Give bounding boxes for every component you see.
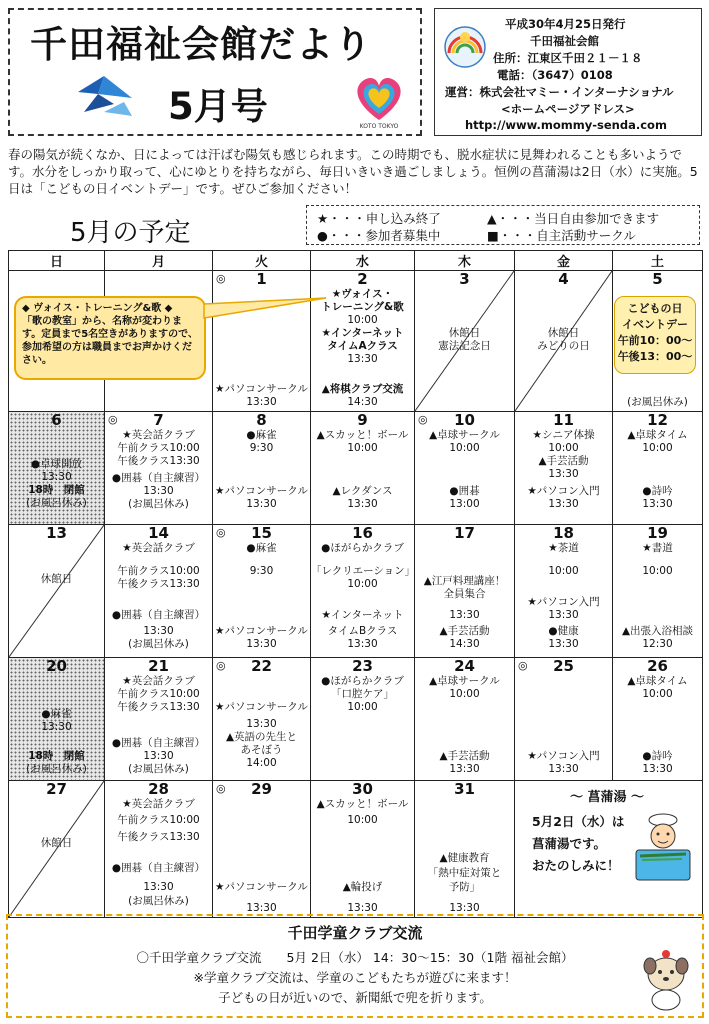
event-text: ★インターネット xyxy=(321,327,404,339)
calendar-day xyxy=(415,781,515,918)
event-text: ★パソコンサークル xyxy=(215,485,308,497)
event-text: 13:30 xyxy=(449,763,480,775)
event-text: ▲江戸料理講座！ xyxy=(423,575,506,587)
event-text: ★パソコン入門 xyxy=(527,596,600,608)
day-number: 16 xyxy=(352,524,373,542)
calendar-day xyxy=(9,658,105,781)
weekday-header: 水 xyxy=(311,251,415,271)
event-text: 10:00 xyxy=(548,442,579,454)
dog-mascot-icon xyxy=(638,946,694,1012)
event-text: ●ほがらかクラブ xyxy=(321,542,404,554)
flower-icon: ◎ xyxy=(418,413,428,426)
event-text: ▲卓球タイム xyxy=(627,429,688,441)
gakudo-club-box xyxy=(6,914,704,1018)
event-text: 13:30 xyxy=(347,353,378,365)
day-number: 20 xyxy=(46,657,67,675)
event-text: ▲将棋クラブ交流 xyxy=(321,383,404,395)
event-text: 午後クラス13:30 xyxy=(117,701,200,713)
calendar-day xyxy=(213,412,311,525)
weekday-header: 日 xyxy=(9,251,105,271)
event-text: ▲スカッと！ボール xyxy=(316,429,409,441)
event-text: ▲出張入浴相談 xyxy=(621,625,694,637)
event-text: みどりの日 xyxy=(537,340,590,352)
event-text: ▲スカッと！ボール xyxy=(316,798,409,810)
koto-heart-logo xyxy=(352,70,406,130)
gakudo-line-1: 〇千田学童クラブ交流 5月 2日（水） 14：30～15：30（1階 福祉会館） xyxy=(136,950,574,965)
event-text: 10:00 xyxy=(347,814,378,826)
day-number: 8 xyxy=(256,411,267,429)
day-number: 19 xyxy=(647,524,668,542)
weekday-header: 月 xyxy=(105,251,213,271)
event-text: 午後クラス13:30 xyxy=(117,578,200,590)
calendar-day xyxy=(105,525,213,658)
closed-day-slash xyxy=(9,525,104,657)
event-text: 13:30 xyxy=(41,471,72,483)
event-text: (お風呂休み) xyxy=(128,763,189,775)
calendar-day xyxy=(105,412,213,525)
event-text: 「熱中症対策と xyxy=(427,867,502,879)
event-text: 10:00 xyxy=(449,442,480,454)
event-text: (お風呂休み) xyxy=(627,396,688,408)
event-text: タイムBクラス xyxy=(327,625,398,637)
event-text: 13:30 xyxy=(548,763,579,775)
event-text: 18時 閉館 xyxy=(28,484,85,496)
event-text: ●ほがらかクラブ xyxy=(321,675,404,687)
event-text: ●卓球開放 xyxy=(30,458,83,470)
homepage-url[interactable]: http://www.mommy-senda.com xyxy=(465,118,667,132)
event-text: 14:00 xyxy=(246,757,277,769)
event-text: ★英会話クラブ xyxy=(122,798,195,810)
legend xyxy=(306,205,700,245)
event-text: 13:30 xyxy=(642,763,673,775)
day-number: 1 xyxy=(256,270,267,288)
event-text: ★パソコンサークル xyxy=(215,625,308,637)
day-number: 26 xyxy=(647,657,668,675)
event-text: トレーニング&歌 xyxy=(321,301,404,313)
homepage-label: <ホームページアドレス> xyxy=(501,102,635,116)
event-text: ●麻雀 xyxy=(41,708,72,720)
calendar-day xyxy=(311,271,415,412)
event-text: ▲レクダンス xyxy=(332,485,393,497)
event-text: ▲手芸活動 xyxy=(439,750,490,762)
event-text: (お風呂休み) xyxy=(26,763,87,775)
weekday-header: 土 xyxy=(613,251,703,271)
calendar-day xyxy=(311,658,415,781)
schedule-title: 5月の予定 xyxy=(70,218,191,248)
calendar-day xyxy=(613,658,703,781)
event-text: ★英会話クラブ xyxy=(122,542,195,554)
event-text: 13:30 xyxy=(246,498,277,510)
day-number: 9 xyxy=(357,411,368,429)
event-text: 13:30 xyxy=(143,485,174,497)
event-text: 休館日 xyxy=(547,327,580,339)
day-number: 11 xyxy=(553,411,574,429)
event-text: 10:00 xyxy=(347,314,378,326)
event-text: ★ヴォイス・ xyxy=(331,288,394,300)
calendar-day xyxy=(9,412,105,525)
event-text: 13:30 xyxy=(246,396,277,408)
event-text: ★英会話クラブ xyxy=(122,429,195,441)
flower-icon: ◎ xyxy=(216,526,226,539)
event-text: 13:30 xyxy=(449,609,480,621)
event-text: ▲手芸活動 xyxy=(439,625,490,637)
publish-date: 平成30年4月25日発行 xyxy=(505,17,626,31)
event-text: ●囲碁（自主練習） xyxy=(111,609,206,621)
event-text: 13:30 xyxy=(548,468,579,480)
event-text: あそぼう xyxy=(240,744,283,756)
event-text: 13:30 xyxy=(143,625,174,637)
day-number: 30 xyxy=(352,780,373,798)
week-row xyxy=(9,525,703,658)
event-text: 午前クラス10:00 xyxy=(117,442,200,454)
event-text: ★書道 xyxy=(642,542,673,554)
childday-line-4: 午後13：00～ xyxy=(617,350,693,363)
event-text: 13:30 xyxy=(548,498,579,510)
event-text: 休館日 xyxy=(40,837,73,849)
childday-line-1: こどもの日 xyxy=(627,302,683,315)
day-number: 21 xyxy=(148,657,169,675)
event-text: 午前クラス10:00 xyxy=(117,814,200,826)
calendar-day xyxy=(105,658,213,781)
event-text: ★パソコン入門 xyxy=(527,485,600,497)
weekday-header: 金 xyxy=(515,251,613,271)
day-number: 6 xyxy=(51,411,62,429)
event-text: 10:00 xyxy=(449,688,480,700)
childday-line-2: イベントデー xyxy=(622,318,688,331)
day-number: 22 xyxy=(251,657,272,675)
calendar-day xyxy=(311,525,415,658)
flower-icon: ◎ xyxy=(108,413,118,426)
day-number: 10 xyxy=(454,411,475,429)
event-text: 全員集合 xyxy=(443,588,486,600)
issue-label: 5月号 xyxy=(168,85,268,128)
day-number: 2 xyxy=(357,270,368,288)
flower-icon: ◎ xyxy=(216,659,226,672)
day-number: 3 xyxy=(459,270,470,288)
event-text: 午前クラス10:00 xyxy=(117,688,200,700)
voice-training-note-text: ◆ ヴォイス・トレーニング&歌 ◆ 「歌の教室」から、名称が変わります。定員まで5名空きがありますので、参加希望の方は職員までお声かけください。 xyxy=(22,303,198,366)
event-text: 10:00 xyxy=(642,565,673,577)
event-text: 13:30 xyxy=(143,750,174,762)
event-text: 18時 閉館 xyxy=(28,750,85,762)
event-text: 13:30 xyxy=(548,638,579,650)
event-text: 13:30 xyxy=(347,902,378,914)
event-text: ●囲碁 xyxy=(449,485,480,497)
event-text: 「口腔ケア」 xyxy=(331,688,394,700)
calendar-day xyxy=(105,781,213,918)
event-text: ▲手芸活動 xyxy=(538,455,589,467)
legend-recruiting: ●・・・参加者募集中 xyxy=(317,228,441,243)
calendar-day xyxy=(415,271,515,412)
calendar-day xyxy=(515,412,613,525)
event-text: 13:30 xyxy=(347,498,378,510)
calendar-day xyxy=(213,781,311,918)
day-number: 7 xyxy=(153,411,164,429)
event-text: 午後クラス13:30 xyxy=(117,455,200,467)
event-text: 13:30 xyxy=(143,881,174,893)
day-number: 31 xyxy=(454,780,475,798)
day-number: 29 xyxy=(251,780,272,798)
event-text: ★英会話クラブ xyxy=(122,675,195,687)
day-number: 27 xyxy=(46,780,67,798)
event-text: 午後クラス13:30 xyxy=(117,831,200,843)
day-number: 14 xyxy=(148,524,169,542)
logo-text: KOTO TOKYO xyxy=(359,123,399,130)
day-number: 17 xyxy=(454,524,475,542)
org-name: 千田福祉会館 xyxy=(530,34,599,48)
event-text: ★パソコンサークル xyxy=(215,881,308,893)
event-text: 10:00 xyxy=(347,578,378,590)
calendar-day xyxy=(9,781,105,918)
day-number: 24 xyxy=(454,657,475,675)
event-text: 13:30 xyxy=(246,902,277,914)
event-text: タイムAクラス xyxy=(327,340,398,352)
event-text: ●囲碁（自主練習） xyxy=(111,737,206,749)
event-text: ▲輪投げ xyxy=(342,881,383,893)
event-text: (お風呂休み) xyxy=(128,638,189,650)
day-number: 18 xyxy=(553,524,574,542)
event-text: 9:30 xyxy=(249,565,274,577)
newsletter-title: 千田福祉会館だより xyxy=(30,23,372,66)
day-number: 13 xyxy=(46,524,67,542)
bath-title: ～ 菖蒲湯 ～ xyxy=(570,790,645,805)
event-text: ●囲碁（自主練習） xyxy=(111,862,206,874)
bath-person-icon xyxy=(632,810,694,884)
event-text: 憲法記念日 xyxy=(438,340,491,352)
event-text: ▲卓球タイム xyxy=(627,675,688,687)
event-text: ▲英語の先生と xyxy=(225,731,298,743)
legend-walkin: ▲・・・当日自由参加できます xyxy=(487,211,660,226)
day-number: 5 xyxy=(652,270,663,288)
event-text: 10:00 xyxy=(642,442,673,454)
childrens-day-box xyxy=(614,296,696,374)
bath-line-1: 5月2日（水）は xyxy=(532,814,625,829)
event-text: 13:30 xyxy=(347,638,378,650)
calendar-day xyxy=(311,781,415,918)
event-text: 12:30 xyxy=(642,638,673,650)
event-text: ●詩吟 xyxy=(642,750,673,762)
weekday-header: 木 xyxy=(415,251,515,271)
operator: 運営：株式会社マミー・インターナショナル xyxy=(445,85,674,99)
gakudo-title: 千田学童クラブ交流 xyxy=(287,924,423,942)
event-text: (お風呂休み) xyxy=(128,498,189,510)
week-row xyxy=(9,412,703,525)
event-text: 予防」 xyxy=(448,881,481,893)
event-text: ●囲碁（自主練習） xyxy=(111,472,206,484)
flower-icon: ◎ xyxy=(518,659,528,672)
event-text: 13:30 xyxy=(642,498,673,510)
day-number: 28 xyxy=(148,780,169,798)
event-text: 13:30 xyxy=(41,721,72,733)
rainbow-mascot-icon xyxy=(443,23,487,71)
event-text: ●麻雀 xyxy=(246,429,277,441)
day-number: 4 xyxy=(558,270,569,288)
event-text: 休館日 xyxy=(448,327,481,339)
bath-line-3: おたのしみに！ xyxy=(532,858,620,873)
event-text: 10:00 xyxy=(347,701,378,713)
legend-circle: ■・・・自主活動サークル xyxy=(487,228,636,243)
legend-full: ★・・・申し込み終了 xyxy=(317,211,441,226)
info-box xyxy=(434,8,702,136)
calendar-day xyxy=(515,271,613,412)
day-number: 23 xyxy=(352,657,373,675)
day-number: 25 xyxy=(553,657,574,675)
day-number: 12 xyxy=(647,411,668,429)
voice-training-note xyxy=(14,296,206,380)
event-text: ★パソコンサークル xyxy=(215,383,308,395)
weekday-header: 火 xyxy=(213,251,311,271)
gakudo-line-3: 子どもの日が近いので、新聞紙で兜を折ります。 xyxy=(218,990,492,1005)
event-text: ▲卓球サークル xyxy=(429,675,500,687)
origami-crane-icon xyxy=(74,72,136,118)
address: 住所：江東区千田２１－１８ xyxy=(493,51,643,65)
calendar-day xyxy=(9,525,105,658)
event-text: 13:30 xyxy=(449,902,480,914)
event-text: (お風呂休み) xyxy=(128,895,189,907)
week-row xyxy=(9,658,703,781)
event-text: ★インターネット xyxy=(321,609,404,621)
calendar-day xyxy=(415,658,515,781)
event-text: 14:30 xyxy=(347,396,378,408)
flower-icon: ◎ xyxy=(216,782,226,795)
event-text: 10:00 xyxy=(347,442,378,454)
event-text: 9:30 xyxy=(249,442,274,454)
event-text: 「レクリエーション」 xyxy=(311,565,416,577)
event-text: ●健康 xyxy=(548,625,579,637)
event-text: 休館日 xyxy=(40,573,73,585)
event-text: ▲健康教育 xyxy=(439,852,490,864)
intro-text: 春の陽気が続くなか、日によっては汗ばむ陽気も感じられます。この時期でも、脱水症状に見舞われることも多いようです。水分をしっかり取って、心にゆとりを持ちながら、毎日いきいき過ごしましょう。恒例の菖蒲湯は2日（水）に実施。5日は「こどもの日イベントデー」です。ぜひご参加ください！ xyxy=(8,147,698,196)
event-text: 13:00 xyxy=(449,498,480,510)
event-text: 14:30 xyxy=(449,638,480,650)
event-text: ★パソコン入門 xyxy=(527,750,600,762)
calendar-day xyxy=(515,658,613,781)
event-text: ▲卓球サークル xyxy=(429,429,500,441)
calendar-day xyxy=(613,525,703,658)
calendar-day xyxy=(213,658,311,781)
calendar-day xyxy=(415,525,515,658)
event-text: 10:00 xyxy=(642,688,673,700)
calendar-day xyxy=(515,525,613,658)
calendar-day xyxy=(415,412,515,525)
phone: 電話：（3647）0108 xyxy=(497,68,613,82)
event-text: ★パソコンサークル xyxy=(215,701,308,713)
event-text: 午前クラス10:00 xyxy=(117,565,200,577)
event-text: (お風呂休み) xyxy=(26,497,87,509)
balloon-pointer xyxy=(200,296,330,326)
event-text: ★シニア体操 xyxy=(532,429,595,441)
event-text: 10:00 xyxy=(548,565,579,577)
childday-line-3: 午前10：00～ xyxy=(617,334,693,347)
day-number: 15 xyxy=(251,524,272,542)
gakudo-line-2: ※学童クラブ交流は、学童のこどもたちが遊びに来ます！ xyxy=(193,970,517,985)
flower-icon: ◎ xyxy=(216,272,226,285)
calendar-day xyxy=(613,412,703,525)
event-text: ●麻雀 xyxy=(246,542,277,554)
calendar-day xyxy=(213,525,311,658)
event-text: ★茶道 xyxy=(548,542,579,554)
event-text: 13:30 xyxy=(548,609,579,621)
event-text: 13:30 xyxy=(246,638,277,650)
event-text: 13:30 xyxy=(246,718,277,730)
bath-line-2: 菖蒲湯です。 xyxy=(532,836,607,851)
calendar-day xyxy=(213,271,311,412)
calendar-day xyxy=(311,412,415,525)
event-text: ●詩吟 xyxy=(642,485,673,497)
